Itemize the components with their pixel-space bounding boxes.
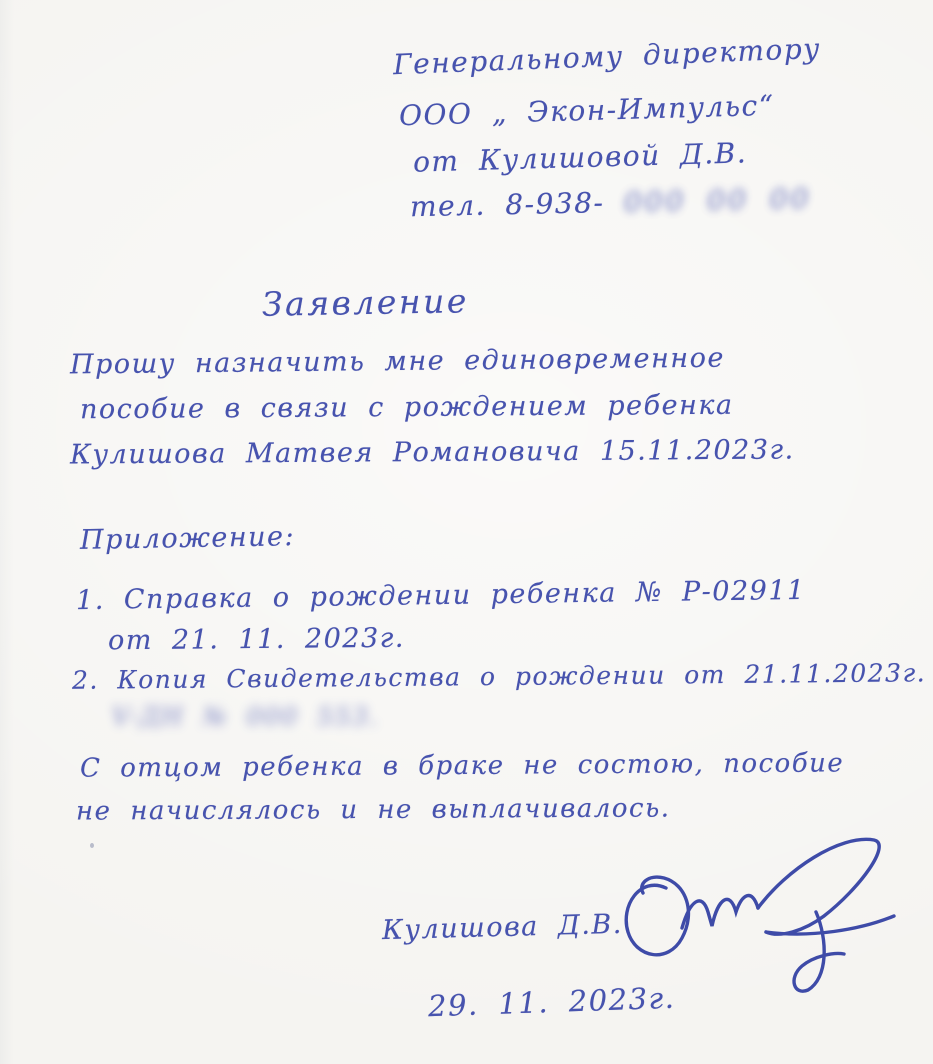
signature-name: Кулишова Д.В.: [381, 908, 624, 947]
phone-prefix: тел. 8-938-: [409, 186, 605, 224]
scan-speck: [90, 843, 94, 848]
header-recipient-line: Генеральному директору: [392, 31, 822, 82]
attachment-item-1-line-2: от 21. 11. 2023г.: [107, 622, 406, 657]
header-organization-line: ООО „ Экон-Импульс“: [398, 88, 775, 133]
document-title: Заявление: [261, 281, 470, 324]
request-line-3: Кулишова Матвея Романовича 15.11.2023г.: [69, 434, 795, 471]
header-from-line: от Кулишовой Д.В.: [412, 136, 748, 179]
request-line-2: пособие в связи с рождением ребенка: [79, 389, 734, 426]
attachment-item-1-line-1: 1. Справка о рождении ребенка № Р-02911: [75, 574, 806, 617]
blurred-certificate-number: V-ДН № 000 553.: [112, 702, 379, 731]
header-phone-line: [410, 182, 812, 223]
attachments-heading: Приложение:: [79, 521, 296, 556]
blurred-phone-number: 000 00 00: [623, 181, 812, 219]
request-line-1: Прошу назначить мне единовременное: [69, 342, 726, 381]
statement-line-2: не начислялось и не выплачивалось.: [75, 793, 671, 827]
attachment-item-2-line-1: 2. Копия Свидетельства о рождении от 21.11.2023г.: [71, 658, 927, 695]
signature-date: 29. 11. 2023г.: [427, 980, 676, 1024]
statement-line-1: С отцом ребенка в браке не состою, пособие: [79, 748, 845, 784]
